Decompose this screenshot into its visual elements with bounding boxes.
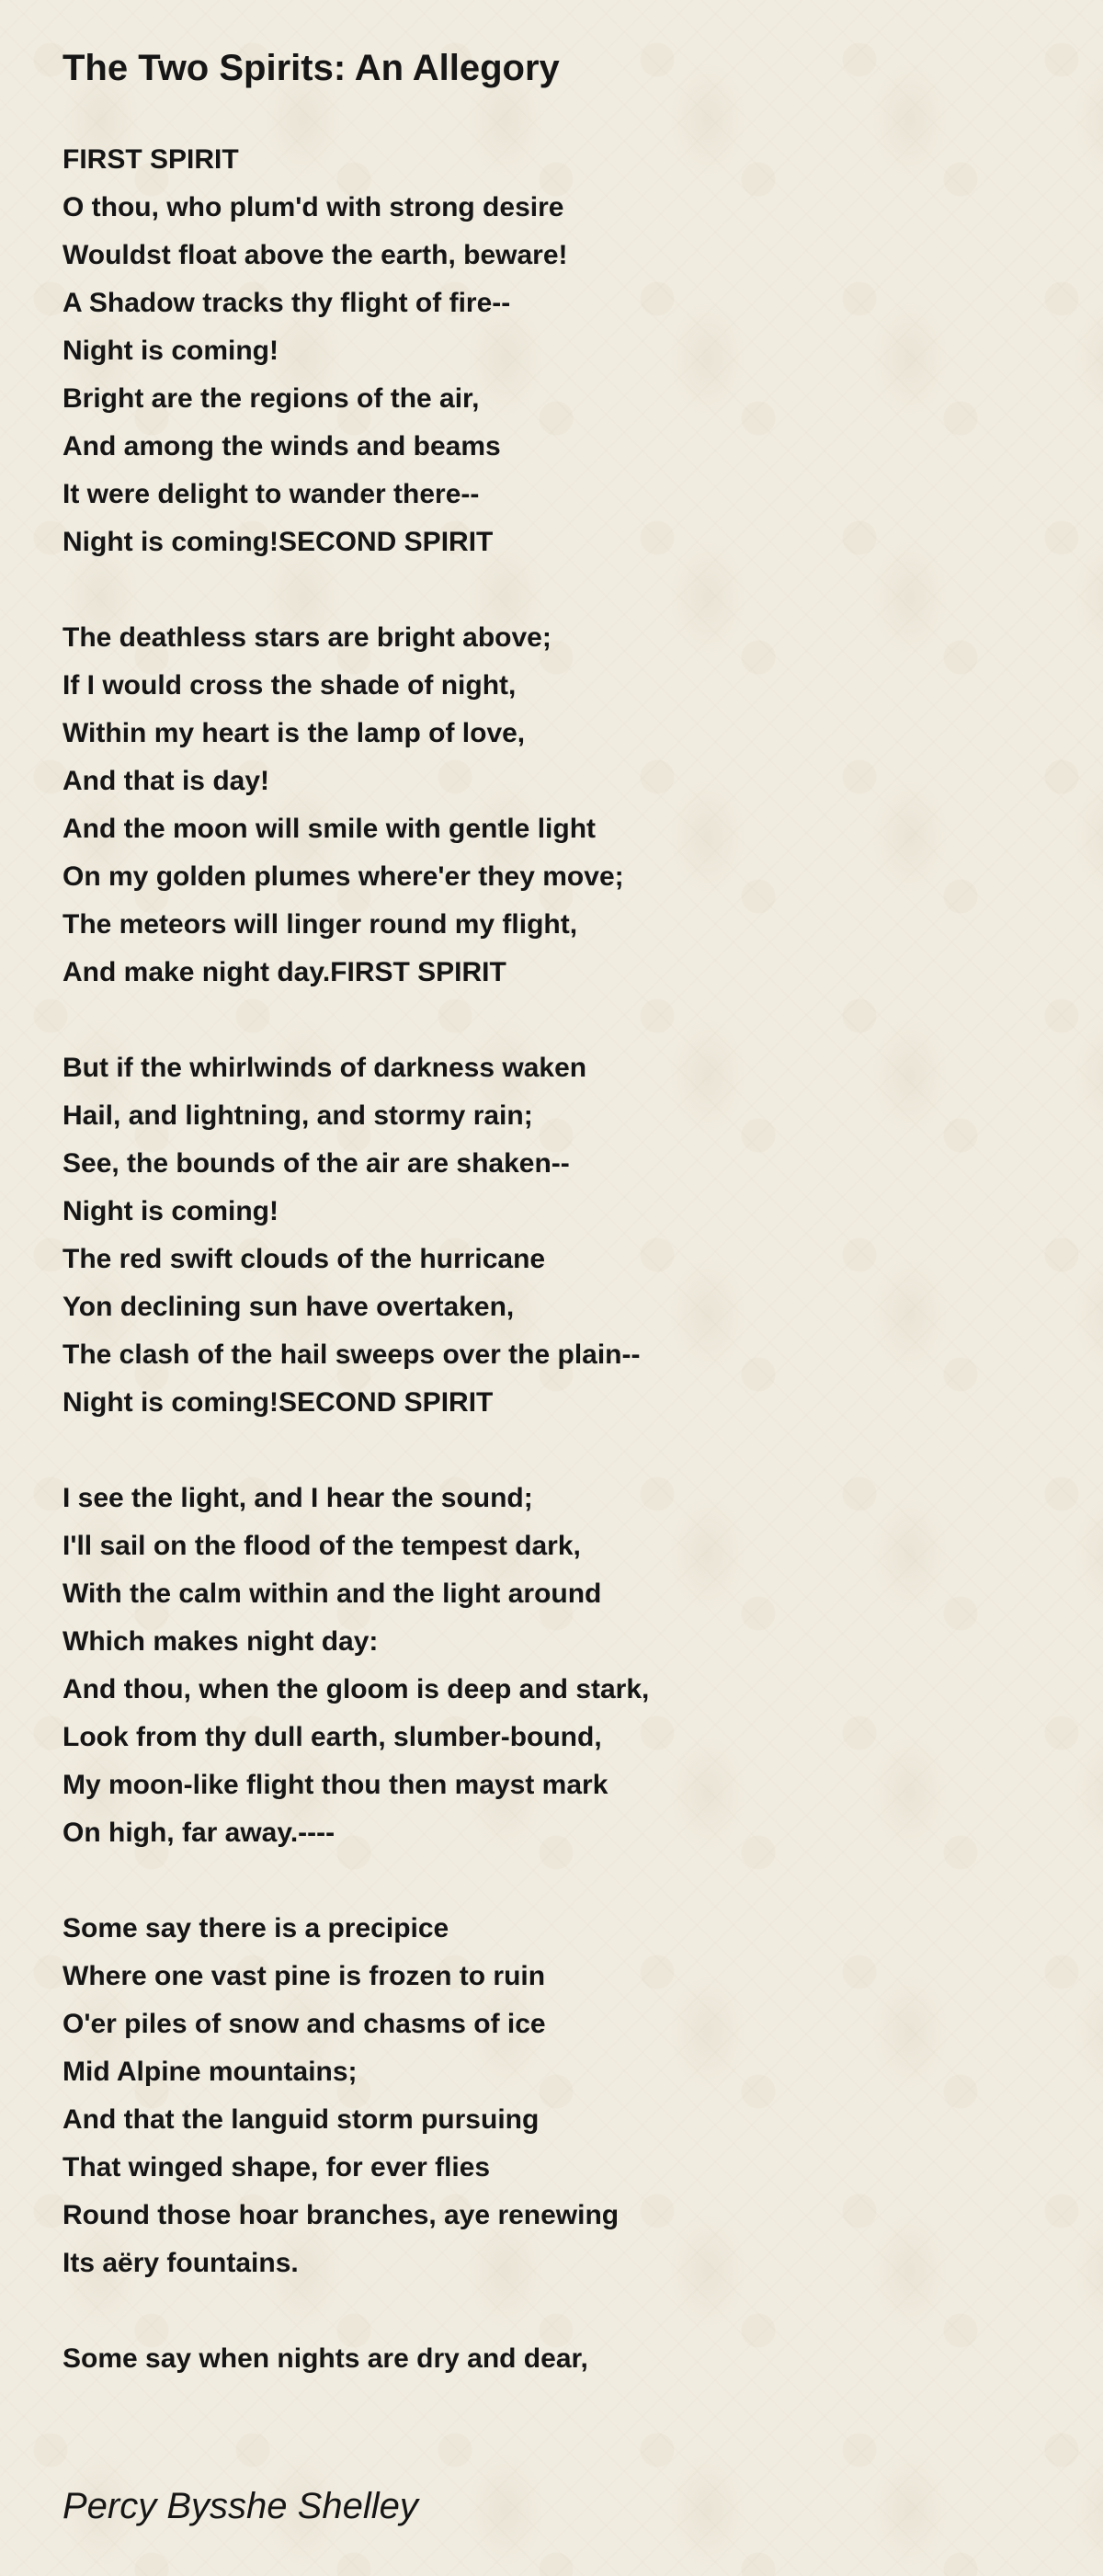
poem-line: Which makes night day: <box>63 1626 379 1657</box>
poem-line: Round those hoar branches, aye renewing <box>63 2200 620 2230</box>
poem-line: On my golden plumes where'er they move; <box>63 861 624 892</box>
poem-line: Night is coming!SECOND SPIRIT <box>63 1387 494 1418</box>
poem-line: Yon declining sun have overtaken, <box>63 1292 515 1322</box>
poem-line: And thou, when the gloom is deep and stark, <box>63 1674 650 1704</box>
poem-line: Look from thy dull earth, slumber-bound, <box>63 1722 602 1752</box>
poem-line: Mid Alpine mountains; <box>63 2057 358 2087</box>
poem-line <box>63 1857 649 1905</box>
poem-line: And among the winds and beams <box>63 431 501 462</box>
poem-line: The deathless stars are bright above; <box>63 622 552 653</box>
poem-line <box>63 2287 649 2335</box>
poem-line: Bright are the regions of the air, <box>63 383 480 414</box>
poem-line: Some say there is a precipice <box>63 1913 449 1943</box>
poem-line: Night is coming!SECOND SPIRIT <box>63 527 494 557</box>
poem-line <box>63 997 649 1044</box>
poem-line: A Shadow tracks thy flight of fire-- <box>63 288 511 318</box>
poem-title: The Two Spirits: An Allegory <box>63 48 560 88</box>
poem-line: The red swift clouds of the hurricane <box>63 1244 546 1274</box>
poem-line: Where one vast pine is frozen to ruin <box>63 1961 546 1991</box>
poem-line: But if the whirlwinds of darkness waken <box>63 1053 587 1083</box>
poem-line: FIRST SPIRIT <box>63 144 239 175</box>
poem-line <box>63 1427 649 1475</box>
poem-line: It were delight to wander there-- <box>63 479 480 509</box>
poem-line: I'll sail on the flood of the tempest dark, <box>63 1531 581 1561</box>
poem-line: And the moon will smile with gentle light <box>63 814 597 844</box>
poem-line: Night is coming! <box>63 336 279 366</box>
poem-line: The meteors will linger round my flight, <box>63 909 578 940</box>
poem-body <box>63 136 649 2383</box>
poem-line: That winged shape, for ever flies <box>63 2152 491 2183</box>
poem-line: On high, far away.---- <box>63 1818 335 1848</box>
poem-line: O thou, who plum'd with strong desire <box>63 192 564 222</box>
poem-line: With the calm within and the light around <box>63 1579 602 1609</box>
poem-line: Wouldst float above the earth, beware! <box>63 240 568 270</box>
poem-line: Its aëry fountains. <box>63 2248 299 2278</box>
poem-line: Within my heart is the lamp of love, <box>63 718 526 748</box>
poem-line: The clash of the hail sweeps over the plain-- <box>63 1339 641 1370</box>
poem-line: Hail, and lightning, and stormy rain; <box>63 1100 533 1131</box>
poem-line: And that is day! <box>63 766 270 796</box>
poem-line <box>63 566 649 614</box>
poem-line: My moon-like flight thou then mayst mark <box>63 1770 608 1800</box>
poem-line: See, the bounds of the air are shaken-- <box>63 1148 570 1179</box>
poem-line: And make night day.FIRST SPIRIT <box>63 957 506 987</box>
poem-line: I see the light, and I hear the sound; <box>63 1483 533 1513</box>
poem-line: If I would cross the shade of night, <box>63 670 517 701</box>
poem-line: O'er piles of snow and chasms of ice <box>63 2009 546 2039</box>
poem-line: Some say when nights are dry and dear, <box>63 2343 588 2374</box>
poem-line: Night is coming! <box>63 1196 279 1226</box>
poem-author: Percy Bysshe Shelley <box>63 2486 418 2526</box>
poem-line: And that the languid storm pursuing <box>63 2104 540 2135</box>
